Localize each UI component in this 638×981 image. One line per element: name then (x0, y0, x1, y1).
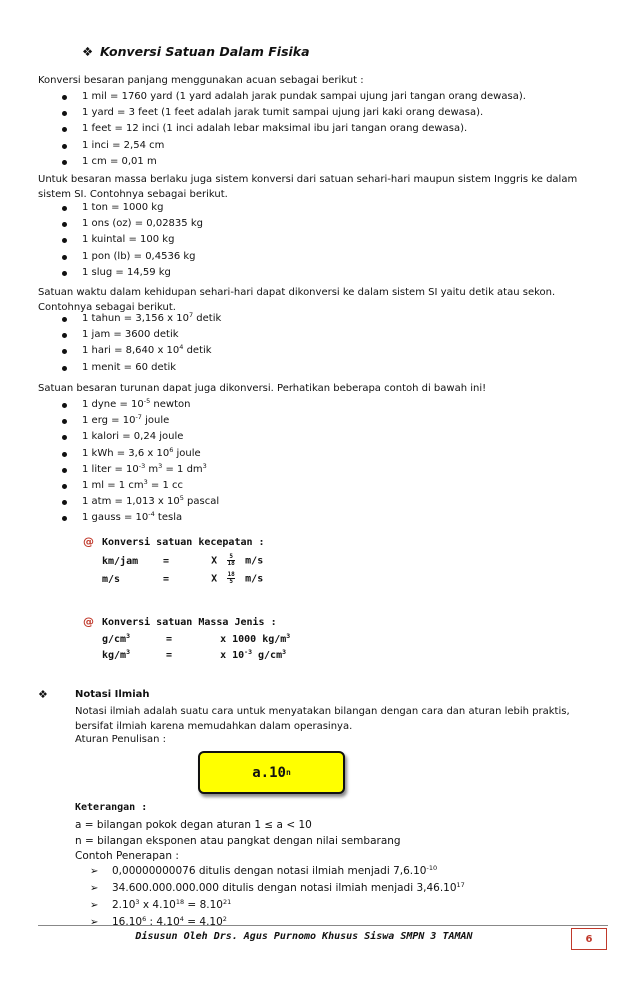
text: 1 jam = 3600 detik (82, 329, 179, 341)
footer-text: Disusun Oleh Drs. Agus Purnomo Khusus Siswa SMPN 3 TAMAN (135, 931, 473, 942)
value: g/cm (251, 650, 283, 661)
aturan-label: Aturan Penulisan : (75, 734, 166, 745)
sup: -5 (143, 397, 151, 405)
text: detik (193, 313, 222, 324)
list-item (60, 343, 221, 359)
dot-icon (62, 255, 67, 260)
unit: kg/m (102, 650, 127, 661)
massa-row-2 (102, 650, 286, 661)
kecepatan-row-2 (102, 572, 263, 585)
text: detik (183, 345, 212, 357)
dot-icon (62, 271, 67, 276)
text: newton (150, 399, 191, 410)
list-item (60, 154, 526, 170)
text: 1 tahun = 3,156 x 10 (82, 313, 189, 324)
list-item (60, 397, 219, 413)
text: 1 hari = 8,640 x 10 (82, 345, 180, 357)
text: 34.600.000.000.000 ditulis dengan notasi ilmiah menjadi 3,46.10 (112, 882, 457, 894)
text: m (145, 463, 159, 475)
list-item (60, 200, 203, 216)
page-number: 6 (571, 928, 607, 950)
eq: = (163, 573, 170, 585)
massa-title: Konversi satuan Massa Jenis : (102, 617, 277, 628)
list-item (60, 216, 203, 232)
unit: m/s (245, 555, 264, 567)
list-item-text: 1 mil = 1760 yard (1 yard adalah jarak pundak sampai ujung jari tangan orang dewasa). (82, 91, 526, 102)
sup: 3 (135, 898, 140, 906)
text: = 1 dm (162, 463, 203, 475)
text: 1 liter = 10 (82, 463, 139, 475)
list-item (60, 232, 203, 248)
at-icon: @ (83, 535, 94, 548)
dot-icon (62, 516, 67, 521)
dot-icon (62, 468, 67, 473)
sup: 3 (143, 477, 148, 486)
value: x 1000 kg/m (220, 634, 287, 645)
numerator: 18 (227, 571, 235, 578)
dot-icon (62, 160, 67, 165)
dot-icon (62, 500, 67, 505)
text: 0,00000000076 ditulis dengan notasi ilmiah menjadi 7,6.10 (112, 865, 427, 877)
sup: 3 (202, 461, 207, 470)
list-item (60, 478, 219, 494)
list-item (60, 462, 219, 478)
list-item (60, 105, 526, 121)
list-item (90, 880, 465, 897)
arrowhead-icon: ➢ (90, 900, 99, 911)
dot-icon (62, 435, 67, 440)
text: 1 erg = 10 (82, 415, 136, 427)
arrowhead-icon: ➢ (90, 917, 99, 928)
list-item (90, 914, 465, 931)
unit: km/jam (102, 555, 139, 567)
text: = 8.10 (184, 899, 223, 911)
kecepatan-title: Konversi satuan kecepatan : (102, 537, 265, 548)
list-item (60, 446, 219, 462)
list-item-text: 1 inci = 2,54 cm (82, 139, 165, 151)
list-item (60, 249, 203, 265)
sup: -7 (135, 413, 142, 422)
list-item-text: 1 cm = 0,01 m (82, 155, 157, 167)
text: 16.10 (112, 916, 143, 928)
list-item (60, 494, 219, 510)
dot-icon (62, 144, 67, 149)
list-item (60, 413, 219, 429)
sup: 7 (188, 311, 194, 319)
sec3-intro: Satuan waktu dalam kehidupan sehari-hari dapat dikonversi ke dalam sistem SI yaitu detik atau sekon. Contohnya sebagai berikut. (38, 287, 556, 313)
sup: 3 (126, 632, 131, 640)
kecepatan-bullet (83, 535, 94, 548)
sup: -4 (148, 510, 155, 519)
sup: -10 (426, 864, 438, 872)
dot-icon (62, 403, 67, 408)
massa-row-1 (102, 634, 290, 645)
sup: 4 (179, 343, 184, 352)
list-item-text: 1 kuintal = 100 kg (82, 234, 175, 246)
list-item (90, 897, 465, 914)
contoh-label: Contoh Penerapan : (75, 850, 179, 862)
text: x 4.10 (139, 899, 176, 911)
dot-icon (62, 95, 67, 100)
text: joule (173, 447, 201, 459)
sup: 21 (222, 898, 232, 906)
keterangan-n: n = bilangan eksponen atau pangkat dengan nilai sembarang (75, 835, 401, 847)
times: X (211, 573, 218, 585)
dot-icon (62, 333, 67, 338)
list-item (60, 121, 526, 137)
times: X (211, 555, 218, 567)
list-item (60, 265, 203, 281)
dot-icon (62, 111, 67, 116)
dot-icon (62, 419, 67, 424)
sup: 3 (126, 648, 131, 656)
text: 1 kalori = 0,24 joule (82, 431, 184, 443)
text: 1 dyne = 10 (82, 399, 144, 410)
sec1-intro: Konversi besaran panjang menggunakan acuan sebagai berikut : (38, 75, 364, 86)
sup: 3 (158, 461, 163, 470)
text: = 4.10 (183, 916, 223, 928)
sec2-intro: Untuk besaran massa berlaku juga sistem konversi dari satuan sehari-hari maupun sistem Inggris ke dalam sistem SI. Contohnya sebagai berikut. (38, 174, 578, 200)
fraction (227, 572, 235, 585)
list-item-text: 1 pon (lb) = 0,4536 kg (82, 250, 196, 262)
sec2-list (60, 200, 203, 281)
list-item (60, 89, 526, 105)
text: 1 kWh = 3,6 x 10 (82, 447, 170, 459)
dot-icon (62, 238, 67, 243)
kecepatan-row-1 (102, 554, 263, 567)
contoh-list (90, 863, 465, 931)
list-item (60, 311, 221, 327)
dot-icon (62, 484, 67, 489)
list-item-text: 1 slug = 14,59 kg (82, 266, 171, 278)
sec4-list (60, 397, 219, 527)
sup: 17 (456, 881, 465, 889)
denominator: 5 (229, 578, 233, 585)
unit: g/cm (102, 634, 127, 645)
dot-icon (62, 206, 67, 211)
sup: -3 (244, 648, 252, 656)
list-item-text: 1 ons (oz) = 0,02835 kg (82, 218, 203, 230)
notasi-description: Notasi ilmiah adalah suatu cara untuk menyatakan bilangan dengan cara dan aturan lebih praktis, bersifat ilmiah karena memudahkan dalam operasinya. (75, 706, 570, 732)
text: 1 atm = 1,013 x 10 (82, 496, 180, 508)
list-item (60, 360, 221, 376)
list-item-text: 1 ton = 1000 kg (82, 202, 164, 213)
diamond-cross-icon: ❖ (38, 688, 48, 701)
numerator: 5 (229, 553, 233, 560)
denominator: 18 (227, 560, 235, 567)
text: : 4.10 (146, 916, 180, 928)
list-item (60, 138, 526, 154)
list-item (60, 429, 219, 445)
text: pascal (183, 496, 220, 508)
unit: m/s (102, 573, 121, 585)
sec4-intro: Satuan besaran turunan dapat juga dikonversi. Perhatikan beberapa contoh di bawah ini! (38, 383, 487, 394)
page-title (82, 44, 310, 59)
dot-icon (62, 349, 67, 354)
dot-icon (62, 222, 67, 227)
sec1-list (60, 89, 526, 170)
keterangan-title: Keterangan : (75, 802, 148, 813)
list-item (90, 863, 465, 880)
title-text: Konversi Satuan Dalam Fisika (100, 44, 310, 59)
keterangan-a: a = bilangan pokok degan aturan 1 ≤ a < 10 (75, 819, 312, 831)
list-item-text: 1 feet = 12 inci (1 inci adalah lebar maksimal ibu jari tangan orang dewasa). (82, 123, 468, 135)
text: joule (141, 415, 170, 427)
dot-icon (62, 366, 67, 371)
arrowhead-icon: ➢ (90, 883, 99, 894)
formula-base: a.10 (252, 764, 286, 781)
unit: m/s (245, 573, 264, 585)
sup: 5 (179, 494, 184, 503)
list-item-text: 1 yard = 3 feet (1 feet adalah jarak tumit sampai ujung jari kaki orang dewasa). (82, 107, 484, 119)
sup: 6 (169, 445, 174, 454)
text: 1 menit = 60 detik (82, 361, 177, 373)
sup: 2 (222, 915, 227, 923)
sup: 3 (282, 648, 287, 656)
sup: 3 (286, 632, 291, 640)
arrowhead-icon: ➢ (90, 866, 99, 877)
notasi-heading: Notasi Ilmiah (75, 689, 150, 700)
eq: = (166, 650, 173, 661)
dot-icon (62, 317, 67, 322)
sup: -3 (138, 461, 146, 470)
eq: = (166, 634, 173, 645)
text: = 1 cc (147, 479, 183, 491)
at-icon: @ (83, 615, 94, 628)
massa-bullet (83, 615, 94, 628)
dot-icon (62, 452, 67, 457)
list-item (60, 510, 219, 526)
sup: 4 (179, 915, 184, 923)
diamond-cross-icon: ❖ (82, 44, 94, 59)
list-item (60, 327, 221, 343)
text: 2.10 (112, 899, 136, 911)
eq: = (163, 555, 170, 567)
text: 1 gauss = 10 (82, 512, 149, 524)
formula-box: a.10 n (198, 751, 345, 794)
sup: 6 (142, 915, 147, 923)
value: x 10 (220, 650, 245, 661)
text: 1 ml = 1 cm (82, 479, 144, 491)
sup: 18 (175, 898, 185, 906)
dot-icon (62, 127, 67, 132)
fraction (227, 554, 235, 567)
text: tesla (154, 512, 183, 524)
sec3-list (60, 311, 221, 376)
footer-divider (38, 925, 608, 926)
